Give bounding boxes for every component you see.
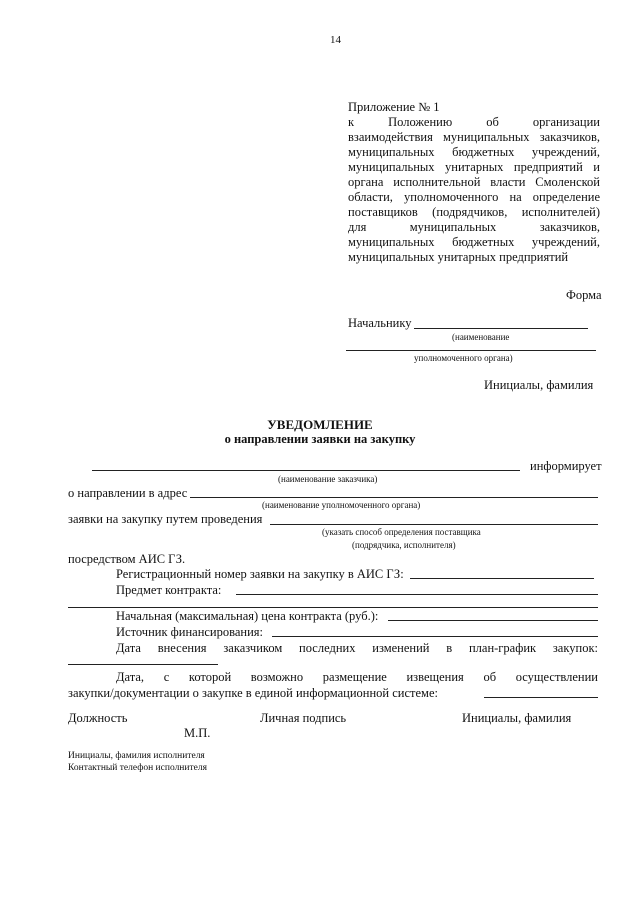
- appendix-line: поставщиков (подрядчиков, исполнителей): [348, 205, 600, 219]
- signature-position: Должность: [68, 711, 128, 725]
- appendix-line: муниципальных унитарных предприятий и: [348, 160, 600, 174]
- method-hint: (указать способ определения поставщика: [322, 527, 481, 537]
- date-notice-line-2: закупки/документации о закупке в единой информационной системе:: [68, 686, 438, 700]
- addressee-name-line: [414, 328, 588, 329]
- reg-number-line: [410, 578, 594, 579]
- document-title: УВЕДОМЛЕНИЕ: [267, 417, 373, 432]
- source-label: Источник финансирования:: [116, 625, 264, 639]
- addressee-hint: уполномоченного органа): [414, 353, 513, 363]
- appendix-line: муниципальных бюджетных учреждений,: [348, 235, 600, 249]
- customer-hint: (наименование заказчика): [278, 474, 378, 484]
- appendix-line: для муниципальных заказчиков,: [348, 220, 600, 234]
- appendix-line: взаимодействия муниципальных заказчиков,: [348, 130, 600, 144]
- appendix-title: Приложение № 1: [348, 100, 440, 114]
- date-notice-line: [484, 697, 598, 698]
- stamp-place: М.П.: [184, 726, 211, 740]
- organ-hint: (наименование уполномоченного органа): [262, 500, 421, 510]
- document-subtitle: о направлении заявки на закупку: [224, 432, 416, 446]
- subject-line-2: [68, 607, 598, 608]
- method-line: [270, 524, 598, 525]
- reg-number-label: Регистрационный номер заявки на закупку в АИС ГЗ:: [116, 567, 404, 581]
- appendix-line: органа исполнительной власти Смоленской: [348, 175, 600, 189]
- direction-label: о направлении в адрес: [68, 486, 188, 500]
- signature-initials: Инициалы, фамилия: [462, 711, 572, 725]
- method-label: заявки на закупку путем проведения: [68, 512, 263, 526]
- customer-line: [92, 470, 520, 471]
- price-label: Начальная (максимальная) цена контракта (руб.):: [116, 609, 379, 623]
- appendix-line: муниципальных бюджетных учреждений,: [348, 145, 600, 159]
- price-line: [388, 620, 598, 621]
- via-ais: посредством АИС ГЗ.: [68, 552, 186, 566]
- signature-sign: Личная подпись: [260, 711, 347, 725]
- appendix-line: к Положению об организации: [348, 115, 600, 129]
- appendix-line: муниципальных унитарных предприятий: [348, 250, 569, 264]
- addressee-to-label: Начальнику: [348, 316, 412, 330]
- executor-phone-label: Контактный телефон исполнителя: [68, 763, 207, 773]
- plan-change-line: [68, 664, 218, 665]
- subject-line: [236, 594, 598, 595]
- addressee-organ-line: [346, 350, 596, 351]
- organ-line: [190, 497, 598, 498]
- addressee-initials: Инициалы, фамилия: [484, 378, 594, 392]
- method-hint: (подрядчика, исполнителя): [352, 540, 456, 550]
- subject-label: Предмет контракта:: [116, 583, 222, 597]
- addressee-hint: (наименование: [452, 332, 510, 342]
- informs-text: информирует: [530, 459, 602, 473]
- form-label: Форма: [566, 288, 602, 302]
- executor-label: Инициалы, фамилия исполнителя: [68, 751, 205, 761]
- date-notice-line-1: Дата, с которой возможно размещение извещения об осуществлении: [116, 670, 598, 684]
- page-number: 14: [330, 34, 341, 46]
- plan-change-label: Дата внесения заказчиком последних изменений в план-график закупок:: [116, 641, 598, 655]
- appendix-line: области, уполномоченного на определение: [348, 190, 600, 204]
- source-line: [272, 636, 598, 637]
